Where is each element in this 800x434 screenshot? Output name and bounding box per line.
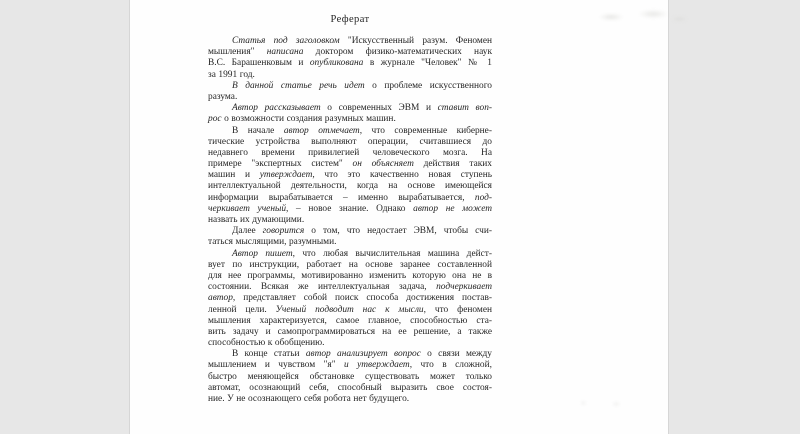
text-line: быстро меняющейся обстановке существовать может только bbox=[208, 371, 492, 382]
text-line: недавнего времени привилегией человеческого мозга. На bbox=[208, 147, 492, 158]
text-line: ленной цели. Ученый подводит нас к мысли, что феномен bbox=[208, 304, 492, 315]
document-title: Реферат bbox=[330, 14, 370, 25]
text-line: машин и утверждает, что это качественно новая ступень bbox=[208, 170, 492, 181]
document-page bbox=[129, 0, 669, 434]
paragraph bbox=[208, 81, 492, 103]
text-line: рос о возможности создания разумных машин. bbox=[208, 114, 396, 125]
text-line: мышления" написана доктором физико-математических наук bbox=[208, 47, 493, 58]
paragraph bbox=[208, 226, 492, 248]
text-line: Автор пишет, что любая вычислительная машина дейст- bbox=[232, 248, 493, 259]
text-line: Далее говорится о том, что недостает ЭВМ, чтобы счи- bbox=[232, 226, 493, 237]
text-line: В начале автор отмечает, что современные киберне- bbox=[232, 125, 492, 136]
text-line: вует по инструкции, работает на основе заранее составленной bbox=[208, 259, 492, 270]
text-line: Автор рассказывает о современных ЭВМ и ставит воп- bbox=[232, 103, 492, 114]
text-line: черкивает ученый, – новое знание. Однако автор не может bbox=[208, 203, 492, 214]
text-line: за 1991 год. bbox=[208, 69, 255, 80]
text-line: способностью к обобщению. bbox=[208, 338, 325, 349]
paragraph bbox=[208, 126, 492, 227]
pencil-mark bbox=[575, 398, 630, 408]
text-line: разума. bbox=[208, 91, 238, 102]
text-line: В.С. Барашенковым и опубликована в журнале "Человек" № 1 bbox=[208, 58, 492, 69]
text-line: вить задачу и самопрограммироваться на ее решение, а также bbox=[208, 326, 492, 337]
text-line: примере "экспертных систем" он объясняет действия таких bbox=[208, 159, 492, 170]
text-line: информации вырабатывается – именно вырабатывается, под- bbox=[208, 192, 492, 203]
text-line: автомат, осознающий себя, способный выразить свое состоя- bbox=[208, 382, 492, 393]
text-line: назвать их думающими. bbox=[208, 215, 305, 225]
paragraph bbox=[208, 249, 492, 350]
text-line: автор, представляет собой поиск способа достижения постав- bbox=[208, 293, 492, 304]
text-line: В данной статье речь идет о проблеме искусственного bbox=[232, 80, 492, 91]
text-line: тические устройства выполняют операции, считавшиеся до bbox=[208, 136, 492, 147]
paragraph bbox=[208, 349, 492, 405]
text-line: таться мыслящими, разумными. bbox=[208, 237, 337, 248]
text-line: мышлением и чувством "я" и утверждает, что в сложной, bbox=[208, 360, 492, 371]
paragraph bbox=[208, 36, 492, 81]
text-line: состоянии. Всякая же интеллектуальная задача, подчеркивает bbox=[208, 282, 492, 293]
document-body bbox=[208, 36, 492, 405]
text-line: для нее программы, мотивированно изменить которую она не в bbox=[208, 270, 492, 281]
text-line: ние. У не осознающего себя робота нет будущего. bbox=[208, 394, 410, 404]
pencil-smudge bbox=[585, 5, 690, 25]
paragraph bbox=[208, 103, 492, 125]
text-line: В конце статьи автор анализирует вопрос о связи между bbox=[232, 349, 492, 360]
text-line: интеллектуальной деятельности, когда на основе имеющейся bbox=[208, 181, 492, 192]
text-line: мышления характеризуется, самое главное, способностью ста- bbox=[208, 315, 492, 326]
text-line: Статья под заголовком "Искусственный разум. Феномен bbox=[232, 36, 493, 46]
